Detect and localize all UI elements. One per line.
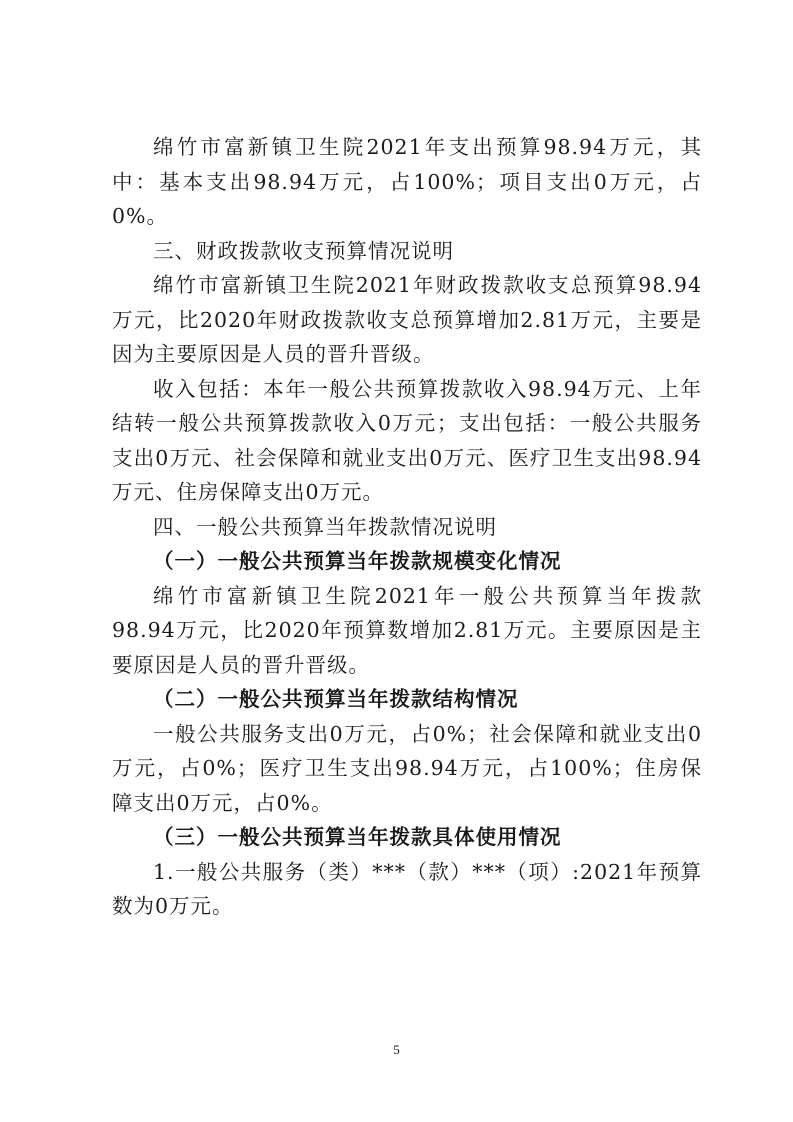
expenditure-budget-paragraph: 绵竹市富新镇卫生院2021年支出预算98.94万元，其中：基本支出98.94万元，占100%；项目支出0万元，占0%。 [112, 135, 702, 228]
fiscal-appropriation-paragraph: 绵竹市富新镇卫生院2021年财政拨款收支总预算98.94万元，比2020年财政拨款收支总预算增加2.81万元，主要是因为主要原因是人员的晋升晋级。 [112, 273, 702, 366]
scale-change-paragraph: 绵竹市富新镇卫生院2021年一般公共预算当年拨款98.94万元，比2020年预算数增加2.81万元。主要原因是主要原因是人员的晋升晋级。 [112, 583, 702, 677]
structure-paragraph: 一般公共服务支出0万元，占0%；社会保障和就业支出0万元，占0%；医疗卫生支出98.94万元，占100%；住房保障支出0万元，占0%。 [112, 721, 702, 815]
subheading-scale-change: （一）一般公共预算当年拨款规模变化情况 [153, 549, 562, 573]
document-body [112, 130, 702, 924]
subheading-specific-use: （三）一般公共预算当年拨款具体使用情况 [153, 825, 562, 849]
income-expenditure-paragraph: 收入包括：本年一般公共预算拨款收入98.94万元、上年结转一般公共预算拨款收入0万元；支出包括：一般公共服务支出0万元、社会保障和就业支出0万元、医疗卫生支出98.94万元、住房保障支出0万元。 [112, 376, 702, 504]
page-number: 5 [393, 1042, 400, 1057]
subheading-structure: （二）一般公共预算当年拨款结构情况 [153, 687, 519, 711]
section-heading-fiscal-appropriation: 三、财政拨款收支预算情况说明 [153, 238, 454, 263]
specific-use-paragraph: 1.一般公共服务（类）***（款）***（项）:2021年预算数为0万元。 [112, 859, 702, 918]
section-heading-general-budget: 四、一般公共预算当年拨款情况说明 [153, 514, 497, 539]
